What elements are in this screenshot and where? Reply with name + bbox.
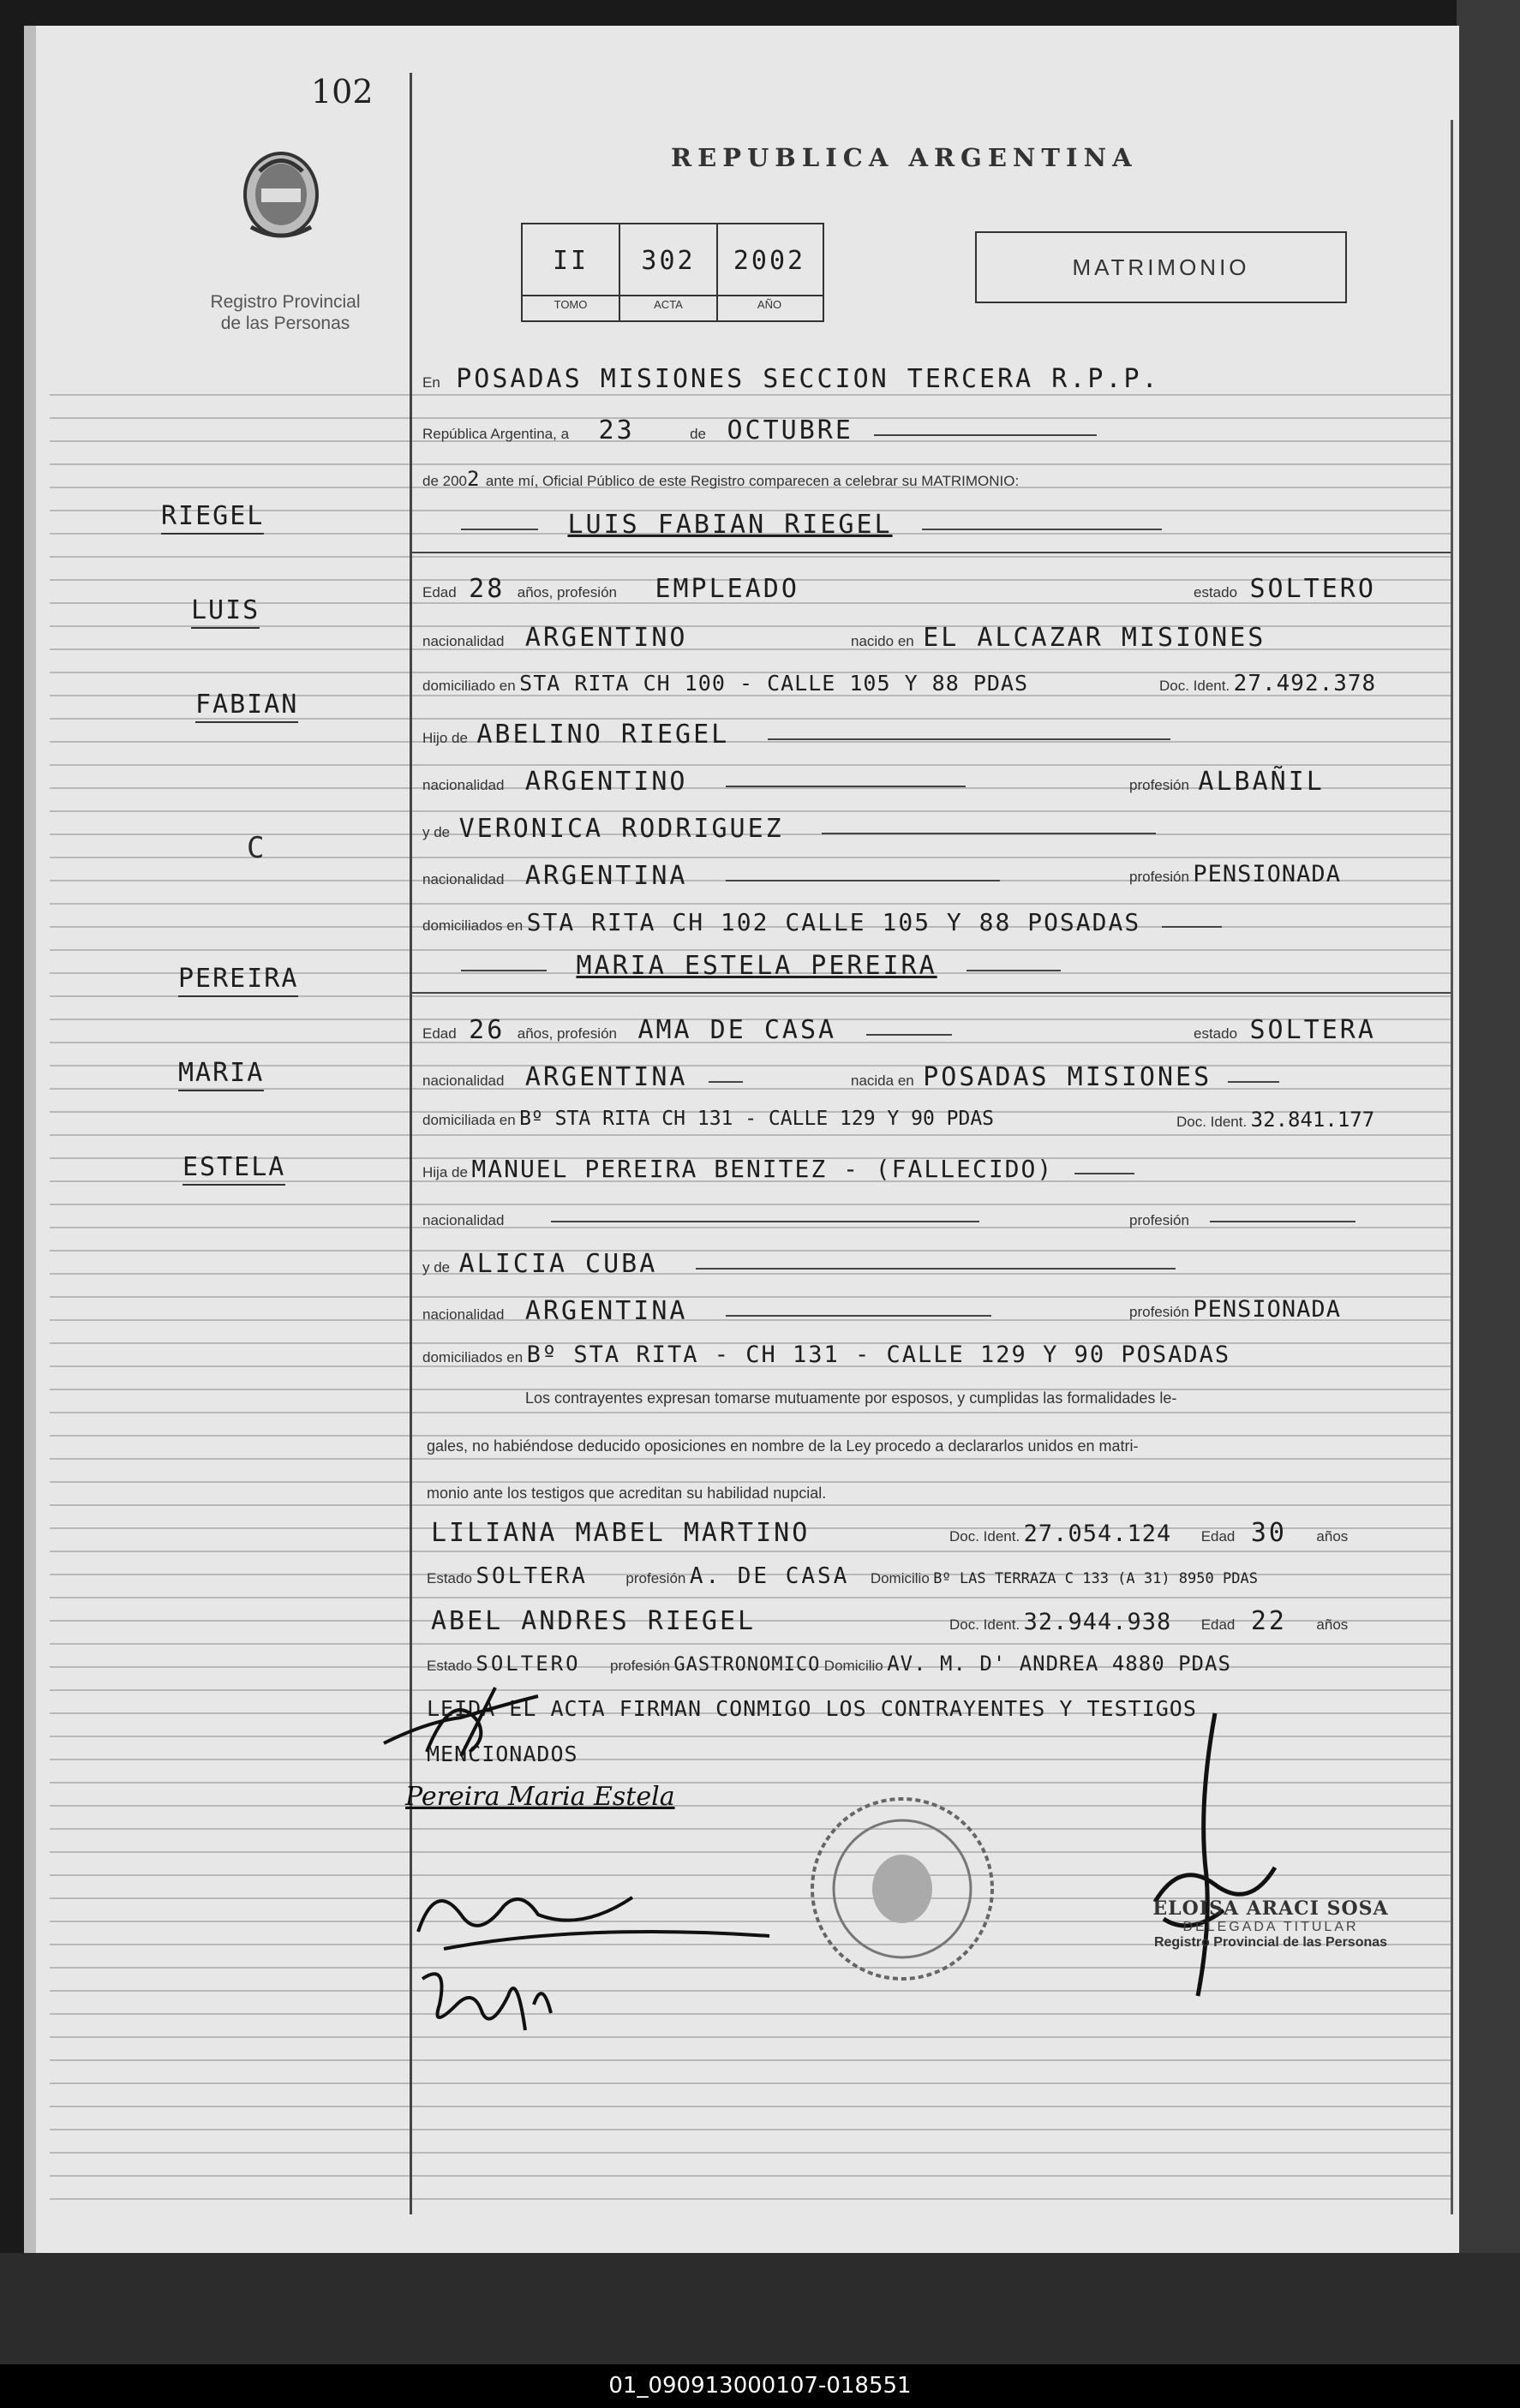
groom-nationality: ARGENTINO <box>524 623 688 653</box>
witness-2-profession: GASTRONOMICO <box>673 1654 821 1676</box>
ruled-line <box>50 2175 1451 2177</box>
groom-civil-status: SOLTERO <box>1249 574 1376 604</box>
witness-1-details: Estado SOLTERA profesión A. DE CASA Domicilio Bº LAS TERRAZA C 133 (A 31) 8950 PDAS <box>427 1563 1258 1589</box>
margin-name-first: LUIS <box>191 595 260 629</box>
witness-2-name-value: ABEL ANDRES RIEGEL <box>431 1606 757 1636</box>
margin-name-surname: RIEGEL <box>161 501 264 535</box>
bride-birthplace: nacida en POSADAS MISIONES <box>851 1062 1279 1092</box>
section-divider-groom <box>411 552 1451 553</box>
groom-status: estado SOLTERO <box>1194 574 1376 604</box>
republica-label: República Argentina, a <box>422 426 570 442</box>
bride-address: Bº STA RITA CH 131 - CALLE 129 Y 90 PDAS <box>519 1108 995 1130</box>
bride-mother-line: y de ALICIA CUBA <box>422 1249 1176 1279</box>
year-prefix: de 200 <box>422 473 467 489</box>
official-seal-icon <box>804 1790 1001 1987</box>
groom-father-nationality-line: nacionalidad ARGENTINO <box>422 767 966 797</box>
witness-2-details: Estado SOLTERO profesión GASTRONOMICO Domicilio AV. M. D' ANDREA 4880 PDAS <box>427 1652 1231 1676</box>
groom-parents-address-line: domiciliados en STA RITA CH 102 CALLE 105 Y 88 POSADAS <box>422 908 1222 936</box>
right-border <box>1451 120 1453 2214</box>
ruled-line <box>50 2106 1451 2107</box>
bride-father: MANUEL PEREIRA BENITEZ - (FALLECIDO) <box>471 1155 1054 1183</box>
place-value: POSADAS MISIONES SECCION TERCERA R.P.P. <box>456 364 1160 394</box>
tomo-label: TOMO <box>554 298 588 311</box>
year-digit: 2 <box>467 467 482 491</box>
signature-witness-2-icon <box>414 1953 585 2047</box>
margin-name-second: FABIAN <box>195 690 298 723</box>
country-title: REPUBLICA ARGENTINA <box>671 143 1138 172</box>
ruled-line <box>50 1689 1451 1691</box>
witness-1-status: SOLTERA <box>476 1563 588 1589</box>
declaration-line-1: Los contrayentes expresan tomarse mutuamente por esposos, y cumplidas las formalidades le- <box>525 1389 1177 1407</box>
day-value: 23 <box>598 415 635 445</box>
signature-groom-icon <box>375 1670 564 1765</box>
official-office: Registro Provincial de las Personas <box>1153 1935 1388 1950</box>
closing-line-1: LEIDA EL ACTA FIRMAN CONMIGO LOS CONTRAYENTES Y TESTIGOS <box>427 1696 1197 1721</box>
groom-mother-nationality-line: nacionalidad ARGENTINA <box>422 861 1000 891</box>
ruled-line <box>50 2082 1451 2084</box>
witness-2-doc: Doc. Ident. 32.944.938 Edad 22 años <box>949 1606 1349 1636</box>
groom-profession: EMPLEADO <box>655 574 799 604</box>
declaration-line-2: gales, no habiéndose deducido oposiciones en nombre de la Ley procedo a declararlos unidos en matri- <box>427 1437 1139 1455</box>
witness-1-address: Bº LAS TERRAZA C 133 (A 31) 8950 PDAS <box>933 1570 1258 1587</box>
groom-full-name: LUIS FABIAN RIEGEL <box>567 510 893 540</box>
groom-father-profession: profesión ALBAÑIL <box>1129 767 1325 797</box>
ruled-line <box>50 1551 1451 1552</box>
official-name: ELOISA ARACI SOSA <box>1152 1897 1389 1920</box>
ruled-line <box>50 2059 1451 2061</box>
official-title: DELEGADA TITULAR <box>1182 1920 1359 1934</box>
signature-witness-1-icon <box>410 1863 787 1957</box>
bride-parents-address-line: domiciliados en Bº STA RITA - CH 131 - CALLE 129 Y 90 POSADAS <box>422 1341 1231 1368</box>
witness-2-age: 22 <box>1250 1606 1287 1636</box>
bride-mother-nationality-line: nacionalidad ARGENTINA <box>422 1296 991 1326</box>
groom-father-line: Hijo de ABELINO RIEGEL <box>422 720 1170 750</box>
groom-doc-value: 27.492.378 <box>1233 671 1377 696</box>
groom-mother-line: y de VERONICA RODRIGUEZ <box>422 814 1156 844</box>
de-label: de <box>690 426 707 442</box>
groom-mother-nationality: ARGENTINA <box>524 861 688 891</box>
declaration-line-3: monio ante los testigos que acreditan su habilidad nupcial. <box>427 1485 827 1502</box>
bride-mother-nationality: ARGENTINA <box>524 1296 688 1326</box>
groom-mother-profession-value: PENSIONADA <box>1193 861 1341 887</box>
groom-age-line: Edad 28 años, profesión EMPLEADO <box>422 574 799 604</box>
bride-profession: AMA DE CASA <box>637 1015 837 1045</box>
groom-doc: Doc. Ident. 27.492.378 <box>1159 671 1377 696</box>
margin-name-bride-first: MARIA <box>178 1058 264 1091</box>
bride-parents-address: Bº STA RITA - CH 131 - CALLE 129 Y 90 POSADAS <box>526 1341 1231 1368</box>
groom-name-line <box>461 510 1162 540</box>
groom-parents-address: STA RITA CH 102 CALLE 105 Y 88 POSADAS <box>526 908 1141 936</box>
ruled-line <box>50 556 1451 558</box>
bride-birthplace-value: POSADAS MISIONES <box>923 1062 1212 1092</box>
bride-name-line <box>461 951 1061 981</box>
intro-date-line <box>422 415 1097 445</box>
ruled-line <box>50 2129 1451 2130</box>
bride-nationality-line: nacionalidad ARGENTINA <box>422 1062 743 1092</box>
month-value: OCTUBRE <box>727 415 853 445</box>
ruled-line <box>50 1643 1451 1645</box>
margin-name-conjunction: C <box>247 831 265 865</box>
tomo-value: II <box>552 246 589 276</box>
section-divider-bride <box>411 992 1451 994</box>
ruled-line <box>50 903 1451 905</box>
ruled-line <box>50 2036 1451 2038</box>
bride-mother: ALICIA CUBA <box>458 1249 658 1279</box>
groom-nationality-line: nacionalidad ARGENTINO <box>422 623 688 653</box>
ruled-line <box>50 2198 1451 2200</box>
bride-full-name: MARIA ESTELA PEREIRA <box>576 951 937 981</box>
ruled-line <box>50 1481 1451 1483</box>
document-id-footer: 01_090913000107-018551 <box>0 2364 1520 2408</box>
witness-2-doc-value: 32.944.938 <box>1023 1609 1172 1635</box>
ruled-line <box>50 2013 1451 2015</box>
bride-age: 26 <box>469 1015 506 1045</box>
margin-name-bride-surname: PEREIRA <box>178 964 298 997</box>
intro-place-line <box>422 364 1160 394</box>
bride-age-line: Edad 26 años, profesión AMA DE CASA <box>422 1015 952 1045</box>
background-bottom <box>0 2253 1520 2364</box>
ruled-line <box>50 1458 1451 1460</box>
bride-address-line: domiciliada en Bº STA RITA CH 131 - CALLE 129 Y 90 PDAS <box>422 1108 995 1130</box>
signature-bride: Pereira Maria Estela <box>405 1782 675 1812</box>
witness-1-name <box>431 1518 810 1548</box>
registry-name: Registro Provincial de las Personas <box>210 292 361 333</box>
bride-mother-profession: profesión PENSIONADA <box>1129 1296 1341 1323</box>
anio-value: 2002 <box>733 246 806 276</box>
ruled-line <box>50 1435 1451 1437</box>
bride-father-nationality-line: nacionalidad <box>422 1202 979 1232</box>
groom-birthplace: nacido en EL ALCAZAR MISIONES <box>851 623 1266 653</box>
en-label: En <box>422 374 440 391</box>
bride-nationality: ARGENTINA <box>524 1062 688 1092</box>
intro-text: ante mí, Oficial Público de este Registro comparecen a celebrar su MATRIMONIO: <box>485 473 1020 489</box>
bride-doc: Doc. Ident. 32.841.177 <box>1176 1108 1375 1132</box>
bride-doc-value: 32.841.177 <box>1250 1108 1375 1132</box>
ruled-line <box>50 1134 1451 1136</box>
act-type-box: MATRIMONIO <box>975 231 1347 303</box>
witness-1-name-value: LILIANA MABEL MARTINO <box>431 1518 811 1548</box>
groom-father-nationality: ARGENTINO <box>524 767 688 797</box>
witness-1-doc: Doc. Ident. 27.054.124 Edad 30 años <box>949 1518 1349 1548</box>
groom-mother: VERONICA RODRIGUEZ <box>458 814 784 844</box>
groom-age: 28 <box>469 574 506 604</box>
anio-label: AÑO <box>757 298 782 311</box>
witness-2-status: SOLTERO <box>476 1652 581 1676</box>
signature-official-icon <box>1129 1705 1301 2013</box>
ruled-line <box>50 764 1451 766</box>
official-stamp <box>1129 1897 1412 1951</box>
bride-status: estado SOLTERA <box>1194 1015 1376 1045</box>
groom-birthplace-value: EL ALCAZAR MISIONES <box>923 623 1266 653</box>
ruled-line <box>50 394 1451 396</box>
bride-mother-profession-value: PENSIONADA <box>1193 1296 1341 1323</box>
witness-1-age: 30 <box>1250 1518 1287 1548</box>
coat-of-arms-icon <box>225 141 337 244</box>
ruled-line <box>50 1412 1451 1413</box>
page-number: 102 <box>311 73 374 111</box>
ruled-line <box>50 1597 1451 1598</box>
ruled-line <box>50 1504 1451 1506</box>
acta-value: 302 <box>641 246 696 276</box>
certificate-page <box>24 26 1459 2253</box>
groom-address-line: domiciliado en STA RITA CH 100 - CALLE 105 Y 88 PDAS <box>422 671 1029 696</box>
ruled-line <box>50 463 1451 465</box>
margin-name-bride-second: ESTELA <box>183 1152 285 1186</box>
witness-1-doc-value: 27.054.124 <box>1023 1521 1172 1547</box>
groom-father-profession-value: ALBAÑIL <box>1198 767 1325 797</box>
bride-father-line: Hija de MANUEL PEREIRA BENITEZ - (FALLECIDO) <box>422 1155 1134 1183</box>
groom-address: STA RITA CH 100 - CALLE 105 Y 88 PDAS <box>519 671 1029 696</box>
reference-box <box>521 223 824 322</box>
bride-father-profession: profesión <box>1129 1202 1355 1232</box>
background-edge <box>1457 0 1520 2408</box>
ruled-line <box>50 2152 1451 2154</box>
bride-civil-status: SOLTERA <box>1249 1015 1376 1045</box>
acta-label: ACTA <box>654 298 683 311</box>
witness-2-name <box>431 1606 756 1636</box>
intro-text-line <box>422 467 1019 491</box>
witness-1-profession: A. DE CASA <box>689 1563 850 1589</box>
groom-mother-profession: profesión PENSIONADA <box>1129 861 1341 887</box>
groom-father: ABELINO RIEGEL <box>476 720 730 750</box>
witness-2-address: AV. M. D' ANDREA 4880 PDAS <box>887 1652 1231 1676</box>
closing-line-2: MENCIONADOS <box>427 1742 578 1766</box>
ruled-line <box>50 810 1451 812</box>
